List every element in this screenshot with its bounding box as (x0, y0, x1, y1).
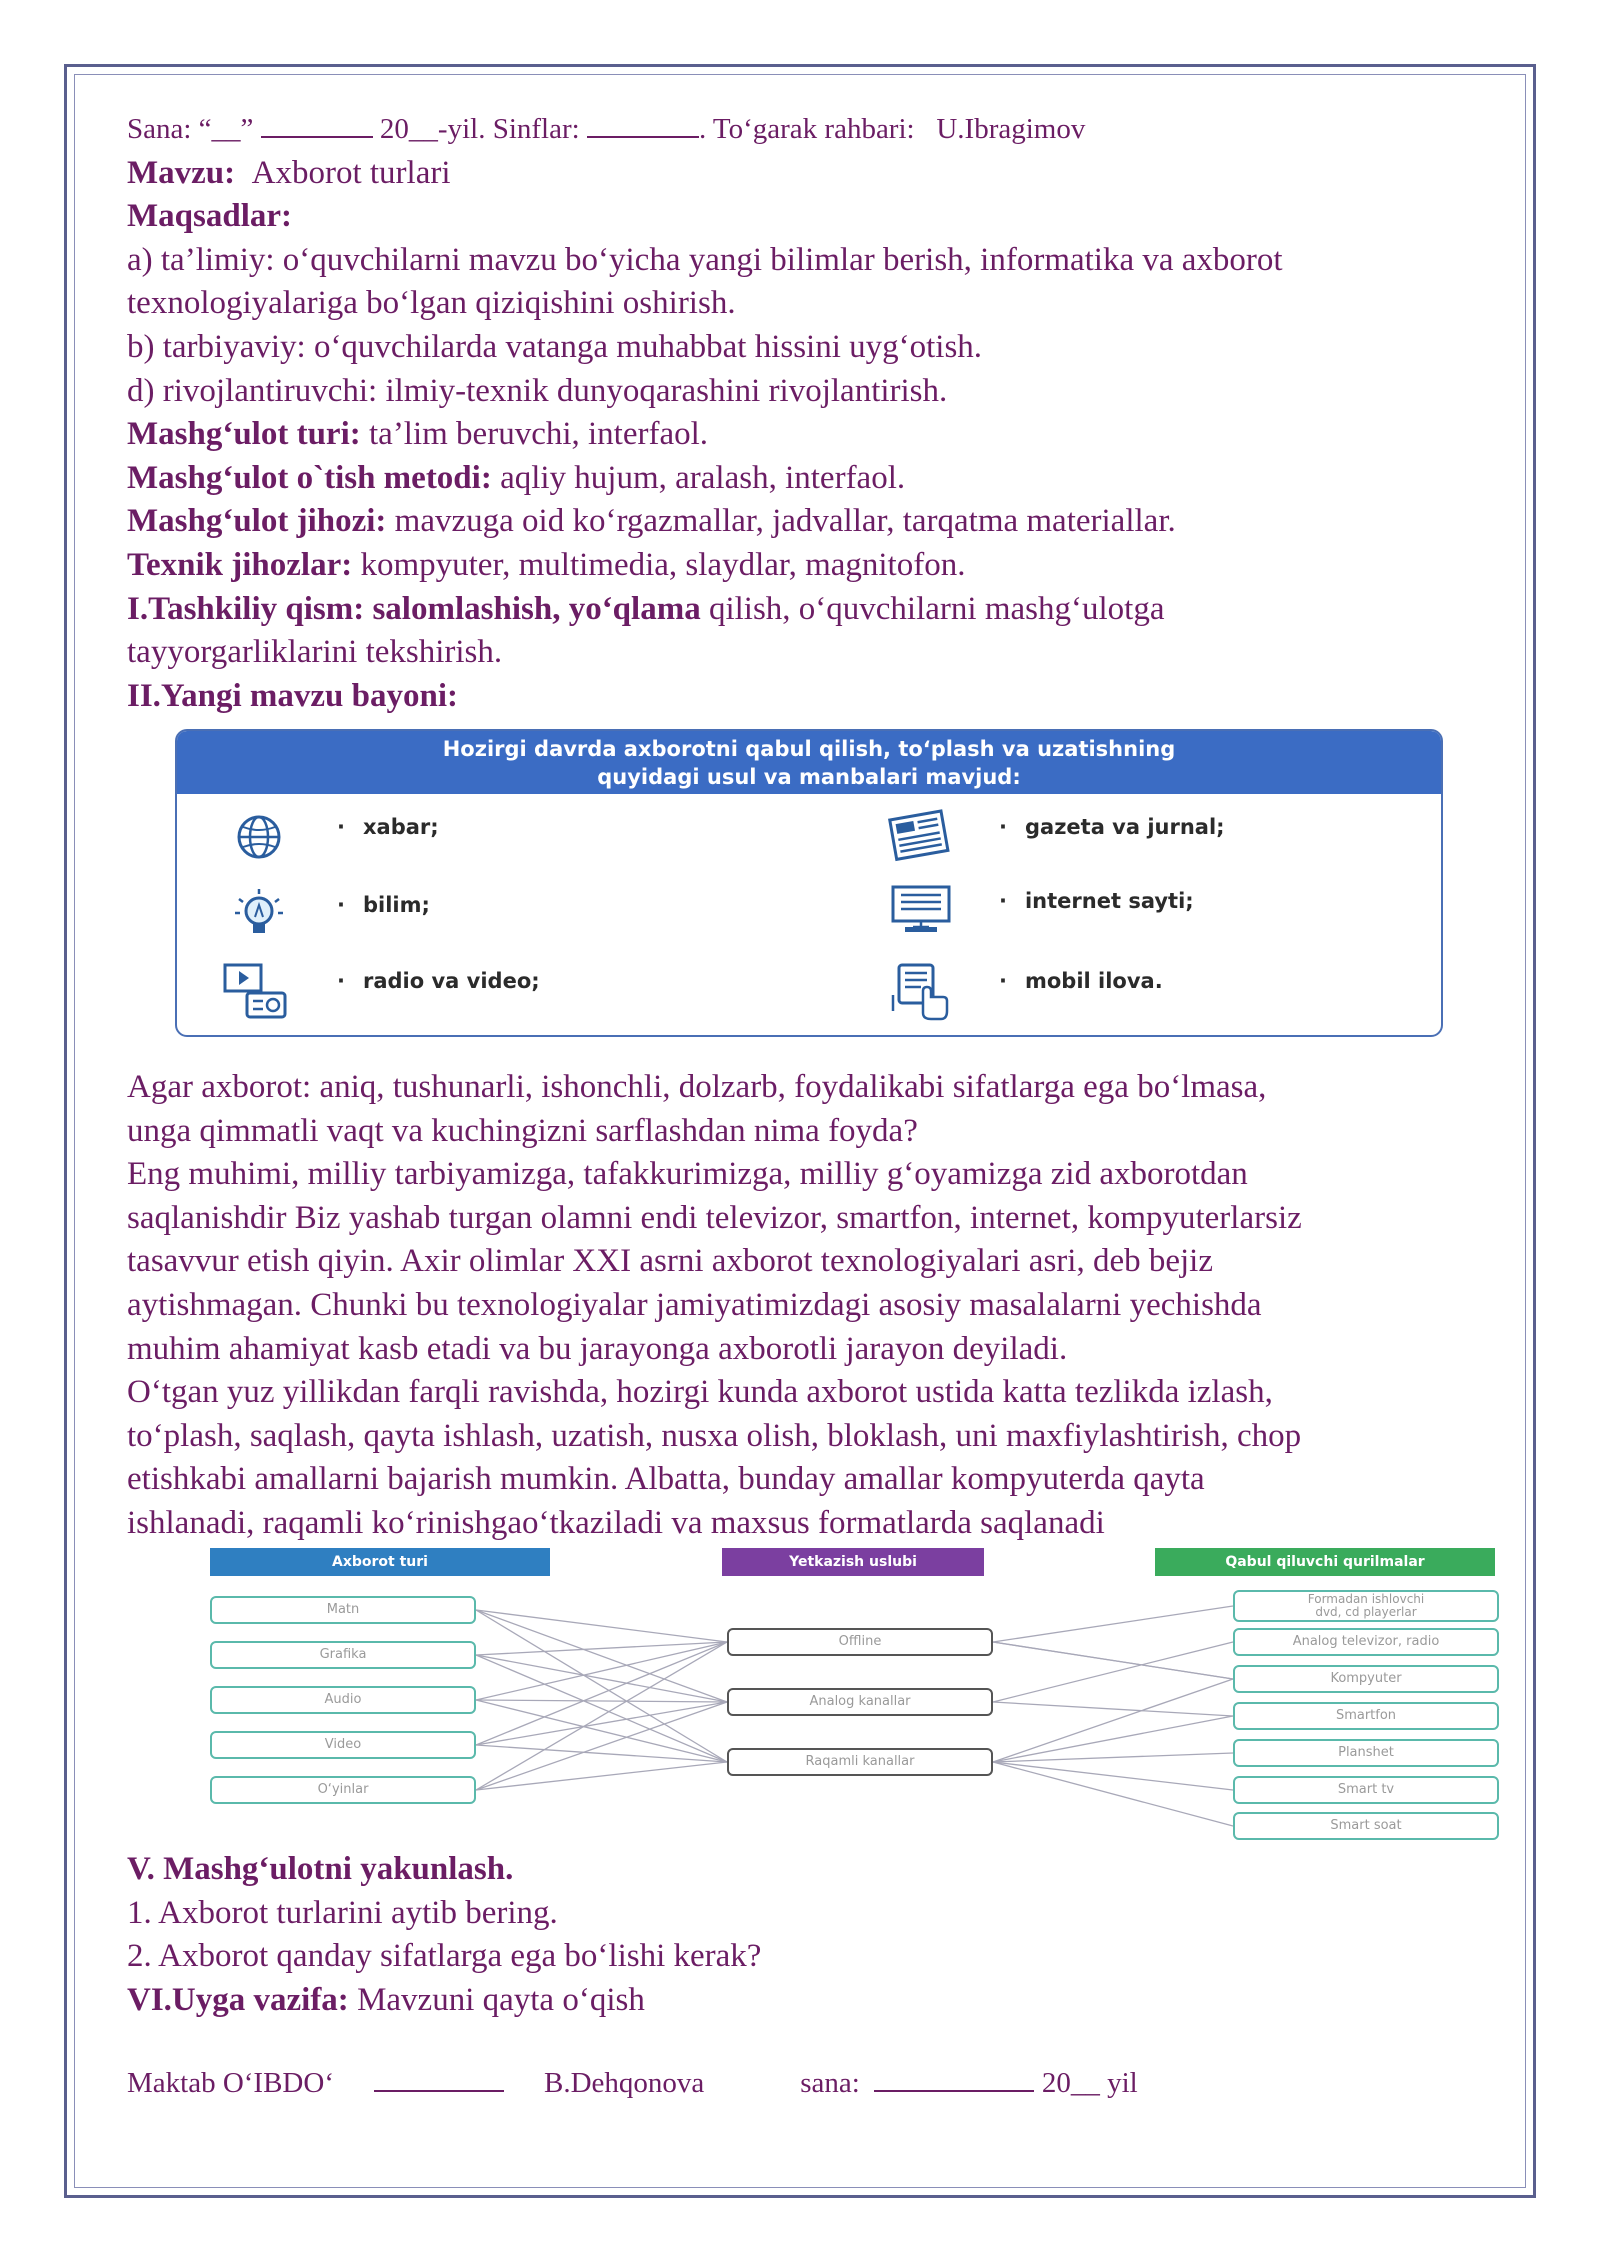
diagram-connector (993, 1753, 1233, 1762)
footer-date-blank (874, 2089, 1034, 2092)
diagram-device-dvd-player (1233, 1590, 1499, 1622)
diagram-connector (993, 1762, 1233, 1826)
info-item-mobile-app-text: mobil ilova. (1024, 969, 1163, 993)
diagram-connector (993, 1642, 1233, 1702)
info-item-knowledge-text: bilim; (362, 893, 430, 917)
footer-date-label: sana: (800, 2067, 860, 2099)
topic-label: Mavzu: (127, 154, 236, 191)
body-line: saqlanishdir Biz yashab turgan olamni endi televizor, smartfon, internet, kompyuterlarsiz (127, 1199, 1302, 1236)
lightbulb-icon (229, 887, 289, 943)
diagram-connector (476, 1655, 727, 1702)
date-blank (261, 135, 373, 138)
info-item-newspaper: · gazeta va jurnal; (999, 815, 1225, 839)
closing-question-2: 2. Axborot qanday sifatlarga ega bo‘lishi kerak? (127, 1938, 762, 1975)
topic-value: Axborot turlari (251, 154, 451, 191)
diagram-connector (476, 1745, 727, 1762)
tech-equipment-value: kompyuter, multimedia, slaydlar, magnitofon. (352, 546, 966, 583)
globe-icon (229, 809, 289, 865)
body-line: tasavvur etish qiyin. Axir olimlar XXI asrni axborot texnologiyalari asri, deb bejiz (127, 1243, 1213, 1280)
info-item-news-text: xabar; (362, 815, 439, 839)
header-line (127, 108, 1507, 152)
diagram-connector (993, 1679, 1233, 1762)
closing-label: V. Mashg‘ulotni yakunlash. (127, 1851, 514, 1887)
org-part-label: I.Tashkiliy qism: salomlashish, yo‘qlama (127, 590, 701, 627)
tech-equipment-label: Texnik jihozlar: (127, 546, 353, 583)
diagram-type-graphics: Grafika (210, 1641, 476, 1669)
body-line: aytishmagan. Chunki bu texnologiyalar jamiyatimizdagi asosiy masalalarni yechishda (127, 1286, 1262, 1323)
diagram-header-devices: Qabul qiluvchi qurilmalar (1155, 1548, 1495, 1576)
body-line: O‘tgan yuz yillikdan farqli ravishda, hozirgi kunda axborot ustida katta tezlikda izlash, (127, 1374, 1273, 1411)
diagram-device-dvd-line2: dvd, cd playerlar (1315, 1605, 1417, 1619)
info-item-website-text: internet sayti; (1024, 889, 1194, 913)
diagram-header-delivery: Yetkazish uslubi (722, 1548, 984, 1576)
homework-value: Mavzuni qayta o‘qish (348, 1981, 645, 2018)
goal-a-line2: texnologiyalariga bo‘lgan qiziqishini oshirish. (127, 285, 736, 322)
diagram-delivery-analog: Analog kanallar (727, 1688, 993, 1716)
diagram-connector (476, 1610, 727, 1642)
class-blank (587, 135, 699, 138)
diagram-device-tablet: Planshet (1233, 1739, 1499, 1767)
lesson-type-value: ta’lim beruvchi, interfaol. (360, 416, 709, 453)
lesson-document (127, 108, 1507, 718)
leader-name: U.Ibragimov (936, 113, 1086, 145)
closing-label-line (127, 1848, 1507, 1892)
diagram-connector (476, 1700, 727, 1702)
goal-d-line: d) rivojlantiruvchi: ilmiy-texnik dunyoqarashini rivojlantirish. (127, 372, 948, 409)
diagram-connector (476, 1762, 727, 1790)
diagram-device-smartphone: Smartfon (1233, 1702, 1499, 1730)
body-line: etishkabi amallarni bajarish mumkin. Albatta, bunday amallar kompyuterda qayta (127, 1461, 1205, 1498)
diagram-connector (476, 1700, 727, 1762)
info-item-website: · internet sayti; (999, 889, 1194, 913)
footer-name: B.Dehqonova (543, 2067, 705, 2099)
lesson-method-value: aqliy hujum, aralash, interfaol. (491, 459, 906, 496)
diagram-device-analog-tv: Analog televizor, radio (1233, 1628, 1499, 1656)
diagram-device-computer: Kompyuter (1233, 1665, 1499, 1693)
diagram-connector (476, 1642, 727, 1745)
info-delivery-diagram (205, 1548, 1505, 1848)
media-player-icon (221, 961, 291, 1023)
diagram-delivery-digital: Raqamli kanallar (727, 1748, 993, 1776)
goals-label-line (127, 195, 1507, 239)
homework-line (127, 1979, 1507, 2023)
info-sources-box (175, 729, 1443, 1037)
lesson-type-line (127, 413, 1507, 457)
tech-equipment-line (127, 544, 1507, 588)
diagram-delivery-offline: Offline (727, 1628, 993, 1656)
leader-prefix: . To‘garak rahbari: (698, 113, 915, 145)
new-topic-label: II.Yangi mavzu bayoni: (127, 677, 458, 714)
footer-signature-blank (374, 2089, 504, 2092)
monitor-icon (885, 881, 957, 937)
info-box-header (177, 731, 1441, 794)
org-part-line2: tayyorgarliklarini tekshirish. (127, 634, 503, 671)
diagram-connector (476, 1610, 727, 1702)
body-line: unga qimmatli vaqt va kuchingizni sarflashdan nima foyda? (127, 1112, 918, 1149)
info-item-mobile-app: · mobil ilova. (999, 969, 1163, 993)
diagram-connector (993, 1702, 1233, 1716)
info-item-radio-video-text: radio va video; (362, 969, 540, 993)
footer-school: Maktab O‘IBDO‘ (127, 2067, 334, 2099)
closing-question-1: 1. Axborot turlarini aytib bering. (127, 1894, 558, 1931)
diagram-connector (993, 1762, 1233, 1790)
goal-a-line1: a) ta’limiy: o‘quvchilarni mavzu bo‘yicha yangi bilimlar berish, informatika va axborot (127, 241, 1283, 278)
info-item-knowledge: · bilim; (337, 893, 430, 917)
goal-b-line: b) tarbiyaviy: o‘quvchilarda vatanga muhabbat hissini uyg‘otish. (127, 328, 983, 365)
body-line: Eng muhimi, milliy tarbiyamizga, tafakkurimizga, milliy g‘oyamizga zid axborotdan (127, 1156, 1248, 1193)
body-line: muhim ahamiyat kasb etadi va bu jarayonga axborotli jarayon deyiladi. (127, 1330, 1068, 1367)
lesson-method-label: Mashg‘ulot o`tish metodi: (127, 459, 492, 496)
homework-label: VI.Uyga vazifa: (127, 1981, 349, 2018)
lesson-equipment-label: Mashg‘ulot jihozi: (127, 503, 387, 540)
diagram-type-text: Matn (210, 1596, 476, 1624)
diagram-type-audio: Audio (210, 1686, 476, 1714)
closing-section (127, 1848, 1507, 2022)
lesson-equipment-line (127, 500, 1507, 544)
topic-line (127, 152, 1507, 196)
lesson-type-label: Mashg‘ulot turi: (127, 416, 361, 453)
info-item-radio-video: · radio va video; (337, 969, 540, 993)
info-box-title-line1: Hozirgi davrda axborotni qabul qilish, to‘plash va uzatishning (442, 737, 1176, 761)
newspaper-icon (883, 807, 957, 865)
diagram-type-video: Video (210, 1731, 476, 1759)
diagram-device-smart-tv: Smart tv (1233, 1776, 1499, 1804)
info-item-newspaper-text: gazeta va jurnal; (1024, 815, 1225, 839)
body-text (127, 1066, 1507, 1546)
goals-label: Maqsadlar: (127, 198, 292, 235)
org-part-value: qilish, o‘quvchilarni mashg‘ulotga (700, 590, 1165, 627)
new-topic-line (127, 675, 1507, 719)
footer-year: 20__ yil (1041, 2067, 1138, 2099)
body-line: ishlanadi, raqamli ko‘rinishgao‘tkaziladi va maxsus formatlarda saqlanadi (127, 1504, 1105, 1541)
mobile-touch-icon (885, 961, 957, 1023)
diagram-type-games: O‘yinlar (210, 1776, 476, 1804)
lesson-equipment-value: mavzuga oid ko‘rgazmallar, jadvallar, tarqatma materiallar. (386, 503, 1176, 540)
org-part-line (127, 588, 1507, 632)
body-line: Agar axborot: aniq, tushunarli, ishonchli, dolzarb, foydalikabi sifatlarga ega bo‘lmasa, (127, 1069, 1267, 1105)
diagram-connector (993, 1716, 1233, 1762)
lesson-method-line (127, 457, 1507, 501)
diagram-connector (993, 1642, 1233, 1679)
info-box-title-line2: quyidagi usul va manbalari mavjud: (597, 765, 1021, 789)
info-item-news: · xabar; (337, 815, 439, 839)
diagram-header-type: Axborot turi (210, 1548, 550, 1576)
body-line: to‘plash, saqlash, qayta ishlash, uzatish, nusxa olish, bloklash, uni maxfiylashtirish, chop (127, 1417, 1302, 1454)
diagram-connector (476, 1642, 727, 1655)
diagram-device-smart-watch: Smart soat (1233, 1812, 1499, 1840)
year-part: 20__-yil. Sinflar: (372, 113, 587, 145)
date-prefix: Sana: “__” (127, 113, 261, 145)
diagram-connector (993, 1606, 1233, 1642)
diagram-device-dvd-line1: Formadan ishlovchi (1307, 1592, 1425, 1606)
footer-line (127, 2062, 1138, 2106)
diagram-connector (476, 1642, 727, 1790)
